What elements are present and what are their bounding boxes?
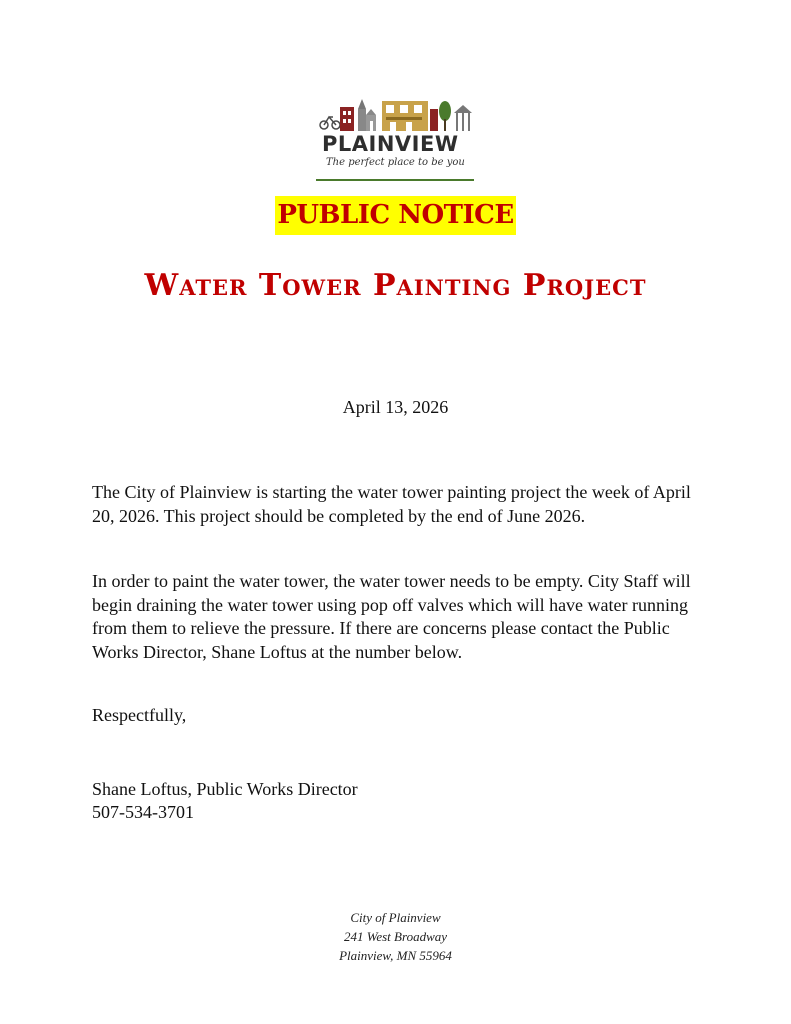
footer-citystatezip: Plainview, MN 55964 [339,948,452,963]
signature-name: Shane Loftus, Public Works Director [92,779,358,799]
footer-address [0,908,791,965]
logo-tagline: The perfect place to be you [326,157,465,168]
notice-date: April 13, 2026 [342,397,449,417]
footer-city: City of Plainview [350,910,441,925]
notice-title: Water Tower Painting Project [144,268,647,303]
footer-street: 241 West Broadway [343,929,448,944]
signature-block [92,778,358,824]
signature-phone: 507-534-3701 [92,802,194,822]
body-paragraph-2: In order to paint the water tower, the water tower needs to be empty. City Staff will begin draining the water tower using pop off valves which will have water running from them to relieve the pressure. If there are concerns please contact the Public Works Director, Shane Loftus at the number below. [92,571,691,662]
body-paragraph-1: The City of Plainview is starting the water tower painting project the week of April 20, 2026. This project should be completed by the end of June 2026. [92,482,691,526]
city-logo [314,95,476,183]
logo-wordmark: PLAINVIEW [322,132,459,156]
closing: Respectfully, [92,705,187,725]
public-notice-banner [0,196,791,235]
public-notice-label: PUBLIC NOTICE [275,196,515,235]
